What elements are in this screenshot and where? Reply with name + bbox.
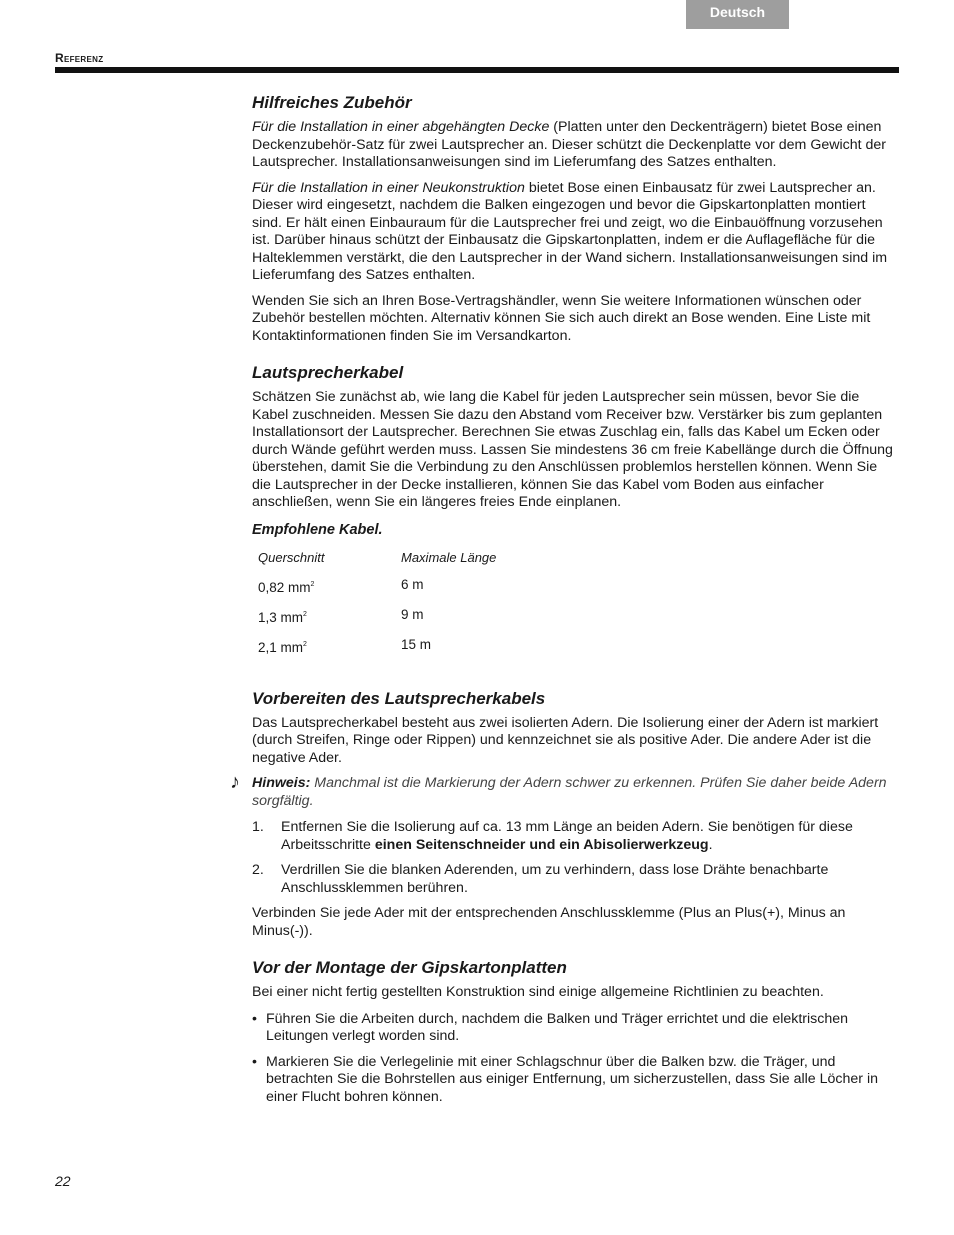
table-cell-section: 0,82 $mm^2$ — [258, 579, 315, 595]
subheading-empfohlene-kabel: Empfohlene Kabel. — [252, 521, 383, 538]
emphasis-text: Für die Installation in einer Neukonstruktion — [252, 179, 525, 196]
list-item — [252, 819, 898, 854]
bullet-text: Markieren Sie die Verlegelinie mit einer Schlagschnur über die Balken bzw. die Träger, und betrachten Sie die Bohrstellen aus einiger Entfernung, um sicherzustellen, dass Sie alle Löcher in einer Flucht bohren können. — [266, 1053, 878, 1105]
section-label: Referenz — [55, 51, 104, 65]
note-text: Manchmal ist die Markierung der Adern schwer zu erkennen. Prüfen Sie daher beide Adern sorgfältig. — [252, 775, 887, 809]
step-number: 1. — [252, 819, 264, 835]
bullet-list — [252, 1011, 898, 1107]
heading-montage: Vor der Montage der Gipskartonplatten — [252, 958, 567, 977]
list-item — [252, 1054, 898, 1107]
heading-kabel: Lautsprecherkabel — [252, 363, 404, 382]
table-cell-length: 6 m — [401, 576, 424, 592]
paragraph-vorbereiten-2: Verbinden Sie jede Ader mit der entsprechenden Anschlussklemme (Plus an Plus(+), Minus an Minus(-)). — [252, 905, 846, 939]
bullet-text: Führen Sie die Arbeiten durch, nachdem die Balken und Träger errichtet und die elektrischen Leitungen verlegt worden sind. — [266, 1010, 849, 1044]
bullet-icon: • — [252, 1010, 257, 1027]
paragraph-zubehoer-1 — [252, 119, 898, 172]
body-text: bietet Bose einen Einbausatz für zwei Lautsprecher an. Dieser wird eingesetzt, nachdem die Balken eingezogen und bevor die Gipskartonplatten montiert sind. Er hält einen Einbauraum für die Lautsprecher frei und zeigt, wo die Einbauöffnung vorzusehen ist. Darüber hinaus schützt der Einbausatz die Gipskartonplatten, indem er die Auflagefläche für die Halteklemmen verstärkt, die den Lautsprecher in der Wand sichern. Installationsanweisungen sind im Lieferumfang des Satzes enthalten. — [252, 179, 888, 283]
table-cell-section: 1,3 $mm^2$ — [258, 609, 307, 625]
table-header-laenge: Maximale Länge — [401, 549, 497, 565]
music-note-icon: ♪ — [230, 771, 240, 793]
step-text: Verdrillen Sie die blanken Aderenden, um zu verhindern, dass lose Drähte benachbarte Anschlussklemmen berühren. — [281, 862, 829, 896]
table-header-row — [258, 549, 544, 576]
header-rule — [55, 67, 899, 73]
list-item — [252, 1011, 898, 1046]
table-cell-length: 15 m — [401, 636, 432, 652]
table-cell-section: 2,1 $mm^2$ — [258, 639, 307, 655]
table-row — [258, 576, 544, 606]
step-text-after: . — [708, 836, 713, 853]
heading-vorbereiten: Vorbereiten des Lautsprecherkabels — [252, 688, 546, 708]
step-number: 2. — [252, 862, 264, 878]
language-tab[interactable]: Deutsch — [686, 0, 789, 29]
note-block — [230, 771, 898, 810]
table-header-querschnitt: Querschnitt — [258, 549, 325, 565]
step-text: Entfernen Sie die Isolierung auf ca. 13 mm Länge an beiden Adern. Sie benötigen für diese Arbeitsschritte — [281, 819, 853, 853]
step-bold-text: einen Seitenschneider und ein Abisolierwerkzeug — [374, 836, 709, 853]
heading-zubehoer: Hilfreiches Zubehör — [252, 93, 412, 112]
paragraph-zubehoer-3: Wenden Sie sich an Ihren Bose-Vertragshändler, wenn Sie weitere Informationen wünschen oder Zubehör bestellen möchten. Alternativ können Sie sich auch direkt an Bose wenden. Eine Liste mit Kontaktinformationen finden Sie im Versandkarton. — [252, 292, 871, 344]
superscript-2: 2 — [310, 580, 315, 588]
body-text: (Platten unter den Deckenträgern) bietet Bose einen Deckenzubehör-Satz für zwei Lautsprecher an. Dieser schützt die Deckenplatte vor dem Gewicht der Lautsprecher. Installationsanweisungen sind im Lieferumfang des Satzes enthalten. — [252, 119, 887, 170]
superscript-2: 2 — [303, 640, 307, 648]
main-content — [230, 92, 898, 1114]
paragraph-vorbereiten-1: Das Lautsprecherkabel besteht aus zwei isolierten Adern. Die Isolierung einer der Adern ist markiert (durch Streifen, Ringe oder Rippen) und kennzeichnet sie als positive Ader. Die andere Ader ist die negative Ader. — [252, 714, 879, 766]
note-label: Hinweis: — [252, 775, 311, 791]
cable-table — [258, 549, 544, 666]
emphasis-text: Für die Installation in einer abgehängten Decke — [252, 119, 550, 135]
table-row — [258, 606, 544, 636]
page-number: 22 — [55, 1173, 71, 1189]
list-item — [252, 862, 898, 897]
table-cell-length: 9 m — [401, 606, 424, 622]
superscript-2: 2 — [303, 610, 307, 618]
paragraph-zubehoer-2 — [252, 180, 898, 285]
bullet-icon: • — [252, 1053, 257, 1070]
steps-list — [252, 819, 898, 897]
table-row — [258, 636, 544, 666]
paragraph-kabel-1: Schätzen Sie zunächst ab, wie lang die Kabel für jeden Lautsprecher sein müssen, bevor Sie die Kabel zuschneiden. Messen Sie dazu den Abstand vom Receiver bzw. Verstärker bis zum geplanten Installationsort der Lautsprecher. Berechnen Sie etwas Zuschlag ein, falls das Kabel um Ecken oder durch Wände geführt werden muss. Lassen Sie mindestens 36 cm freie Kabellänge durch die Öffnung überstehen, damit Sie die Verbindung zu den Anschlüssen problemlos herstellen können. Wenn Sie die Lautsprecher in der Decke installieren, können Sie das Kabel vom Boden aus einfacher anschließen, wenn Sie ein längeres freies Ende einplanen. — [252, 389, 893, 510]
paragraph-montage-1: Bei einer nicht fertig gestellten Konstruktion sind einige allgemeine Richtlinien zu beachten. — [252, 984, 824, 1000]
